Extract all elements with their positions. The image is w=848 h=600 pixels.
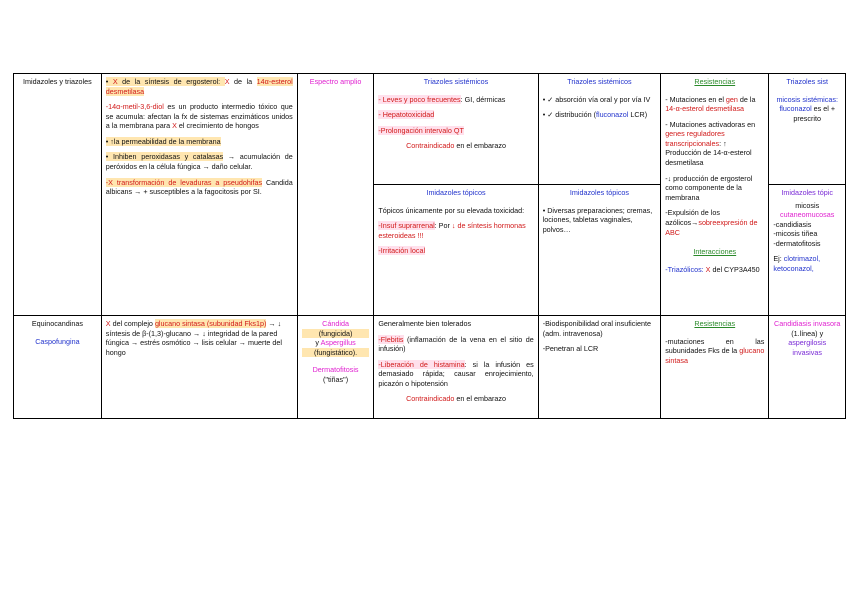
cell-text: en el embarazo (454, 141, 506, 151)
cell-text: del CYP3A450 (710, 264, 760, 274)
uses-equinocandinas (769, 316, 846, 419)
cell-text: gen (725, 94, 738, 104)
adverse-equinocandinas (374, 316, 538, 419)
cell-text: Contraindicado (406, 141, 455, 151)
cell-text: ↓ de síntesis hormonas esteroideas !!! (378, 221, 526, 240)
cell-text: -Prolongación intervalo QT (378, 125, 464, 135)
cell-text: Equinocandinas (31, 319, 83, 328)
cell-text: Resistencias (694, 77, 736, 86)
cell-text: fluconazol (779, 104, 812, 114)
cell-text: 14α-esterol desmetilasa (105, 77, 293, 96)
spectrum-equinocandinas (297, 316, 374, 419)
cell-text: -dermatofitosis (773, 238, 821, 248)
cell-text: Imidazoles y triazoles (23, 77, 92, 86)
cell-text: Ej: (773, 254, 784, 264)
cell-text: -X transformación de levaduras a pseudohifas (105, 177, 263, 187)
cell-text: -Insuf suprarrenal (378, 221, 435, 231)
cell-text: Triazoles sist (786, 77, 829, 86)
cell-text: -Flebitis (378, 334, 404, 344)
cell-text: Contraindicado (406, 394, 455, 404)
cell-text: Generalmente bien tolerados (378, 319, 472, 328)
cell-text: Interacciones (693, 247, 737, 257)
cell-text: • ✓ distribución ( (542, 110, 596, 120)
cell-text: X (172, 121, 177, 131)
systemic-triazoles-pk (538, 74, 661, 185)
cell-text: del complejo (110, 319, 155, 328)
cell-text: • (105, 77, 113, 86)
cell-text: -14α-metil-3,6-diol (105, 102, 164, 112)
cell-text: clotrimazol, ketoconazol, (773, 254, 821, 274)
cell-text: (fungicida) (302, 329, 370, 339)
cell-text: sobreexpresión de ABC (665, 217, 758, 237)
cell-text: cutaneomucosas (780, 210, 835, 220)
cell-text: Candidiasis invasora (774, 319, 841, 328)
cell-text: -Expulsión de los azólicos→ (665, 208, 720, 227)
cell-text: -Irritación local (378, 246, 426, 256)
cell-text: X (705, 264, 711, 274)
mechanism-imidazoles (101, 74, 297, 316)
cell-text: Espectro amplio (309, 77, 362, 86)
cell-text: Caspofungina (35, 336, 80, 346)
cell-text: X (112, 77, 118, 86)
cell-text: el crecimiento de hongos (176, 121, 259, 131)
cell-text: Resistencias (694, 319, 736, 328)
cell-text: Imidazoles tópicos (569, 188, 629, 197)
row-label-imidazoles (14, 74, 102, 316)
mechanism-equinocandinas (101, 316, 297, 419)
cell-text: Imidazoles tópicos (426, 188, 486, 197)
cell-text: X (105, 319, 111, 328)
cell-text: micosis (795, 200, 820, 210)
cell-text: - Leves y poco frecuentes (378, 94, 461, 104)
cell-text: (inflamación de la vena en el sitio de infusión) (378, 334, 534, 354)
cell-text: X (224, 77, 230, 86)
cell-text: -↓ producción de ergosterol como componente de la membrana (665, 173, 753, 202)
cell-text: aspergilosis invasivas (788, 338, 827, 357)
cell-text: → acumulación de peróxidos en la célula fúngica → daño celular. (105, 152, 293, 172)
cell-text: : GI, dérmicas (460, 94, 506, 104)
cell-text: -mutaciones en las subunidades Fks de la (665, 336, 765, 356)
cell-text: -candidiasis (773, 219, 812, 229)
cell-text: → ↓ síntesis de β-(1,3)-glucano → ↓ integridad de la pared fúngica → estrés osmótico → lisis celular → muerte del hongo (105, 319, 282, 357)
resistance-equinocandinas (661, 316, 769, 419)
cell-text: Candida albicans → + susceptibles a la fagocitosis por SI. (105, 177, 293, 197)
cell-text: (fungistático). (302, 348, 370, 358)
cell-text: genes reguladores transcripcionales (665, 129, 725, 148)
cell-text: Triazoles sistémicos (423, 77, 489, 86)
cell-text: 14-α-esterol desmetilasa (665, 104, 745, 114)
cell-text: es el + prescrito (793, 104, 836, 123)
cell-text: y (315, 338, 321, 348)
cell-text: • Inhiben peroxidasas y catalasas (105, 152, 224, 162)
topical-imidazoles-adverse (374, 185, 538, 316)
cell-text: - Mutaciones activadoras en (665, 119, 756, 129)
cell-text: de la síntesis de ergosterol: (117, 77, 225, 86)
cell-text: fluconazol (595, 110, 629, 120)
cell-text: LCR) (628, 110, 648, 120)
cell-text: Imidazoles tópic (781, 188, 833, 197)
cell-text: de la (737, 94, 756, 104)
cell-text: de la (229, 77, 257, 86)
topical-imidazoles-uses (769, 185, 846, 316)
cell-text: Triazoles sistémicos (567, 77, 632, 86)
cell-text: glucano sintasa (665, 346, 765, 365)
cell-text: (1.línea) y (791, 328, 824, 338)
pk-equinocandinas (538, 316, 661, 419)
cell-text: en el embarazo (454, 394, 506, 404)
cell-text: -Biodisponibilidad oral insuficiente (adm. intravenosa) (542, 319, 651, 338)
cell-text: - Mutaciones en el (665, 94, 726, 104)
cell-text: : ↑ Producción de 14-α-esterol desmetilasa (665, 138, 752, 168)
cell-text: ("tiñas") (323, 374, 349, 384)
drug-table (13, 73, 846, 420)
cell-text: es un producto intermedio tóxico que se acumula: afectan la fx de sistemas enzimáticos unidos a la membrana para (105, 102, 293, 131)
cell-text: -micosis tiñea (773, 229, 818, 239)
cell-text: : si la infusión es demasiado rápida; causar enrojecimiento, picazón o hipotensión (378, 359, 534, 388)
topical-imidazoles-pk (538, 185, 661, 316)
cell-text: Aspergillus (320, 338, 356, 348)
cell-text: Tópicos únicamente por su elevada toxicidad: (378, 205, 525, 215)
cell-text: micosis sistémicas: (776, 94, 838, 104)
systemic-triazoles-uses (769, 74, 846, 185)
resistance-imidazoles (661, 74, 769, 316)
cell-text: Cándida (322, 319, 349, 328)
cell-text: -Triazólicos: (665, 264, 706, 274)
cell-text: Dermatofitosis (312, 365, 359, 375)
antifungal-table (13, 73, 846, 419)
cell-text: -Liberación de histamina (378, 359, 465, 369)
cell-text: • ↑la permeabilidad de la membrana (105, 136, 221, 146)
systemic-triazoles-adverse (374, 74, 538, 185)
cell-text: - Hepatotoxicidad (378, 110, 435, 120)
cell-text: • Diversas preparaciones; cremas, lociones, tabletas vaginales, polvos… (542, 205, 653, 234)
row-label-equinocandinas (14, 316, 102, 419)
cell-text: : Por (434, 221, 452, 231)
cell-text: glucano sintasa (subunidad Fks1p) (154, 319, 267, 328)
spectrum-imidazoles (297, 74, 374, 316)
cell-text: • ✓ absorción vía oral y por vía IV (542, 94, 651, 104)
cell-text: -Penetran al LCR (542, 344, 599, 354)
